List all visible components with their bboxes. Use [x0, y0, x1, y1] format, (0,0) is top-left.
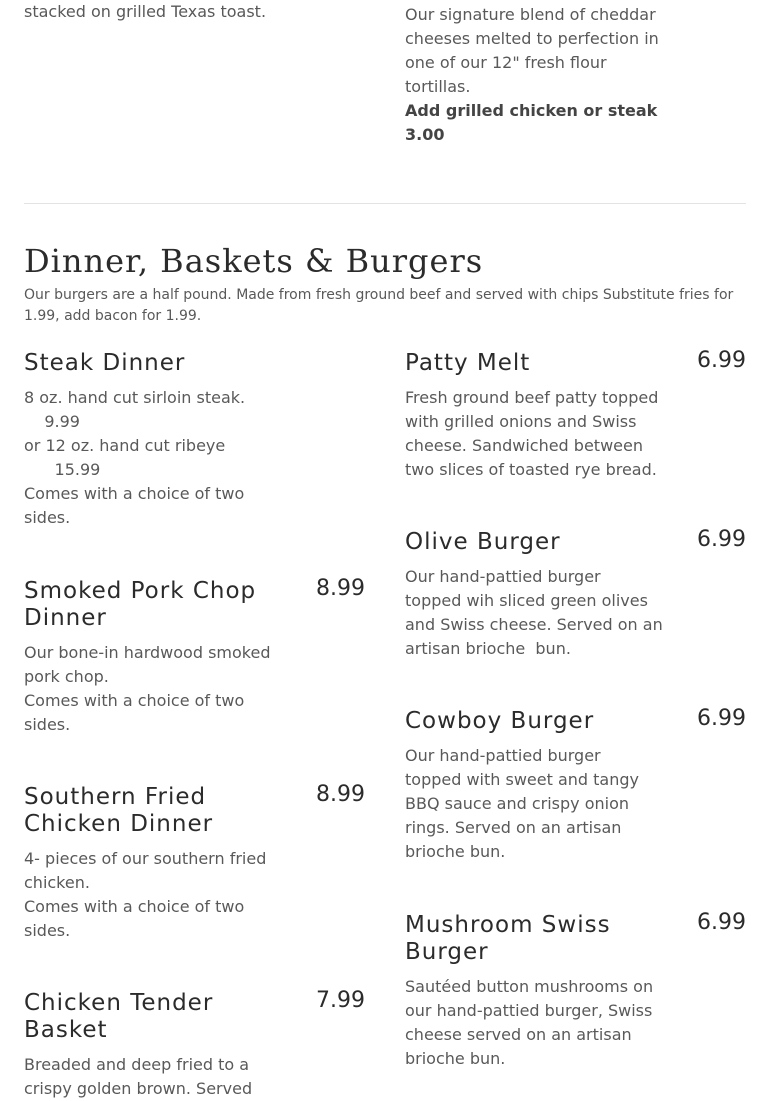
menu-item-mushroom-swiss-burger — [405, 912, 746, 1071]
description-line: 15.99 — [24, 460, 101, 479]
description-line: cheese. Sandwiched between — [405, 436, 643, 455]
description-line: cheese served on an artisan — [405, 1025, 632, 1044]
description-line: pork chop. — [24, 667, 109, 686]
title-line: Burger — [405, 939, 489, 965]
description-line: one of our 12" fresh flour — [405, 53, 607, 72]
title-line: Dinner — [24, 605, 107, 631]
menu-item-price: 8.99 — [316, 576, 365, 601]
section-title: Dinner, Baskets & Burgers — [24, 242, 484, 280]
menu-item-price: 7.99 — [316, 988, 365, 1013]
menu-item-title — [24, 350, 365, 377]
section-description — [24, 285, 746, 327]
menu-item-price: 6.99 — [697, 527, 746, 552]
quesadilla-description — [405, 3, 659, 147]
menu-item-description — [405, 386, 746, 482]
description-line: and Swiss cheese. Served on an — [405, 615, 663, 634]
description-line: Fresh ground beef patty topped — [405, 388, 659, 407]
menu-item-description — [24, 386, 365, 530]
menu-item-chicken-tender-basket — [24, 990, 365, 1101]
description-line: cheeses melted to perfection in — [405, 29, 659, 48]
description-line: topped with sweet and tangy — [405, 770, 639, 789]
description-line: BBQ sauce and crispy onion — [405, 794, 629, 813]
description-line: 4- pieces of our southern fried — [24, 849, 267, 868]
menu-item-cowboy-burger — [405, 708, 746, 864]
description-line: crispy golden brown. Served — [24, 1079, 253, 1098]
previous-item-description-tail — [24, 0, 266, 24]
section-description-line: Our burgers are a half pound. Made from fresh ground beef and served with chips Substitute fries for — [24, 287, 734, 303]
description-line: artisan brioche bun. — [405, 639, 571, 658]
title-line: Mushroom Swiss — [405, 912, 611, 938]
description-line: Our hand-pattied burger — [405, 746, 601, 765]
description-line: stacked on grilled Texas toast. — [24, 2, 267, 21]
description-line: two slices of toasted rye bread. — [405, 460, 657, 479]
description-line: 8 oz. hand cut sirloin steak. — [24, 388, 246, 407]
description-line: sides. — [24, 921, 71, 940]
menu-item-southern-fried-chicken-dinner — [24, 784, 365, 943]
menu-item-description — [405, 975, 746, 1071]
description-line: or 12 oz. hand cut ribeye — [24, 436, 226, 455]
description-line: Our bone-in hardwood smoked — [24, 643, 271, 662]
menu-item-steak-dinner — [24, 350, 365, 530]
description-line: with grilled onions and Swiss — [405, 412, 637, 431]
menu-item-olive-burger — [405, 529, 746, 661]
title-line: Chicken Dinner — [24, 811, 214, 837]
title-line: Chicken Tender — [24, 990, 214, 1016]
description-line: brioche bun. — [405, 842, 506, 861]
description-line: Comes with a choice of two — [24, 897, 245, 916]
addon-price: 3.00 — [405, 125, 445, 144]
menu-item-price: 6.99 — [697, 706, 746, 731]
menu-item-description — [24, 641, 365, 737]
menu-item-price: 8.99 — [316, 782, 365, 807]
menu-item-description — [24, 847, 365, 943]
menu-item-patty-melt — [405, 350, 746, 482]
title-line: Cowboy Burger — [405, 708, 595, 734]
description-line: brioche bun. — [405, 1049, 506, 1068]
description-line: our hand-pattied burger, Swiss — [405, 1001, 653, 1020]
description-line: Comes with a choice of two — [24, 691, 245, 710]
section-divider — [24, 203, 746, 204]
menu-item-description — [405, 565, 746, 661]
addon-line: Add grilled chicken or steak — [405, 101, 658, 120]
description-line: Our signature blend of cheddar — [405, 5, 656, 24]
menu-item-price: 6.99 — [697, 348, 746, 373]
description-line: chicken. — [24, 873, 90, 892]
title-line: Patty Melt — [405, 350, 531, 376]
description-line: Our hand-pattied burger — [405, 567, 601, 586]
title-line: Smoked Pork Chop — [24, 578, 257, 604]
title-line: Southern Fried — [24, 784, 207, 810]
description-line: topped wih sliced green olives — [405, 591, 648, 610]
description-line: Comes with a choice of two — [24, 484, 245, 503]
description-line: Sautéed button mushrooms on — [405, 977, 654, 996]
menu-item-description — [24, 1053, 365, 1101]
section-description-line: 1.99, add bacon for 1.99. — [24, 308, 202, 324]
title-line: Steak Dinner — [24, 350, 186, 376]
description-line: Breaded and deep fried to a — [24, 1055, 250, 1074]
description-line: tortillas. — [405, 77, 471, 96]
menu-item-price: 6.99 — [697, 910, 746, 935]
description-line: sides. — [24, 715, 71, 734]
description-line: sides. — [24, 508, 71, 527]
description-line: rings. Served on an artisan — [405, 818, 622, 837]
menu-item-description — [405, 744, 746, 864]
description-line: 9.99 — [24, 412, 80, 431]
menu-item-smoked-pork-chop-dinner — [24, 578, 365, 737]
title-line: Olive Burger — [405, 529, 561, 555]
title-line: Basket — [24, 1017, 108, 1043]
